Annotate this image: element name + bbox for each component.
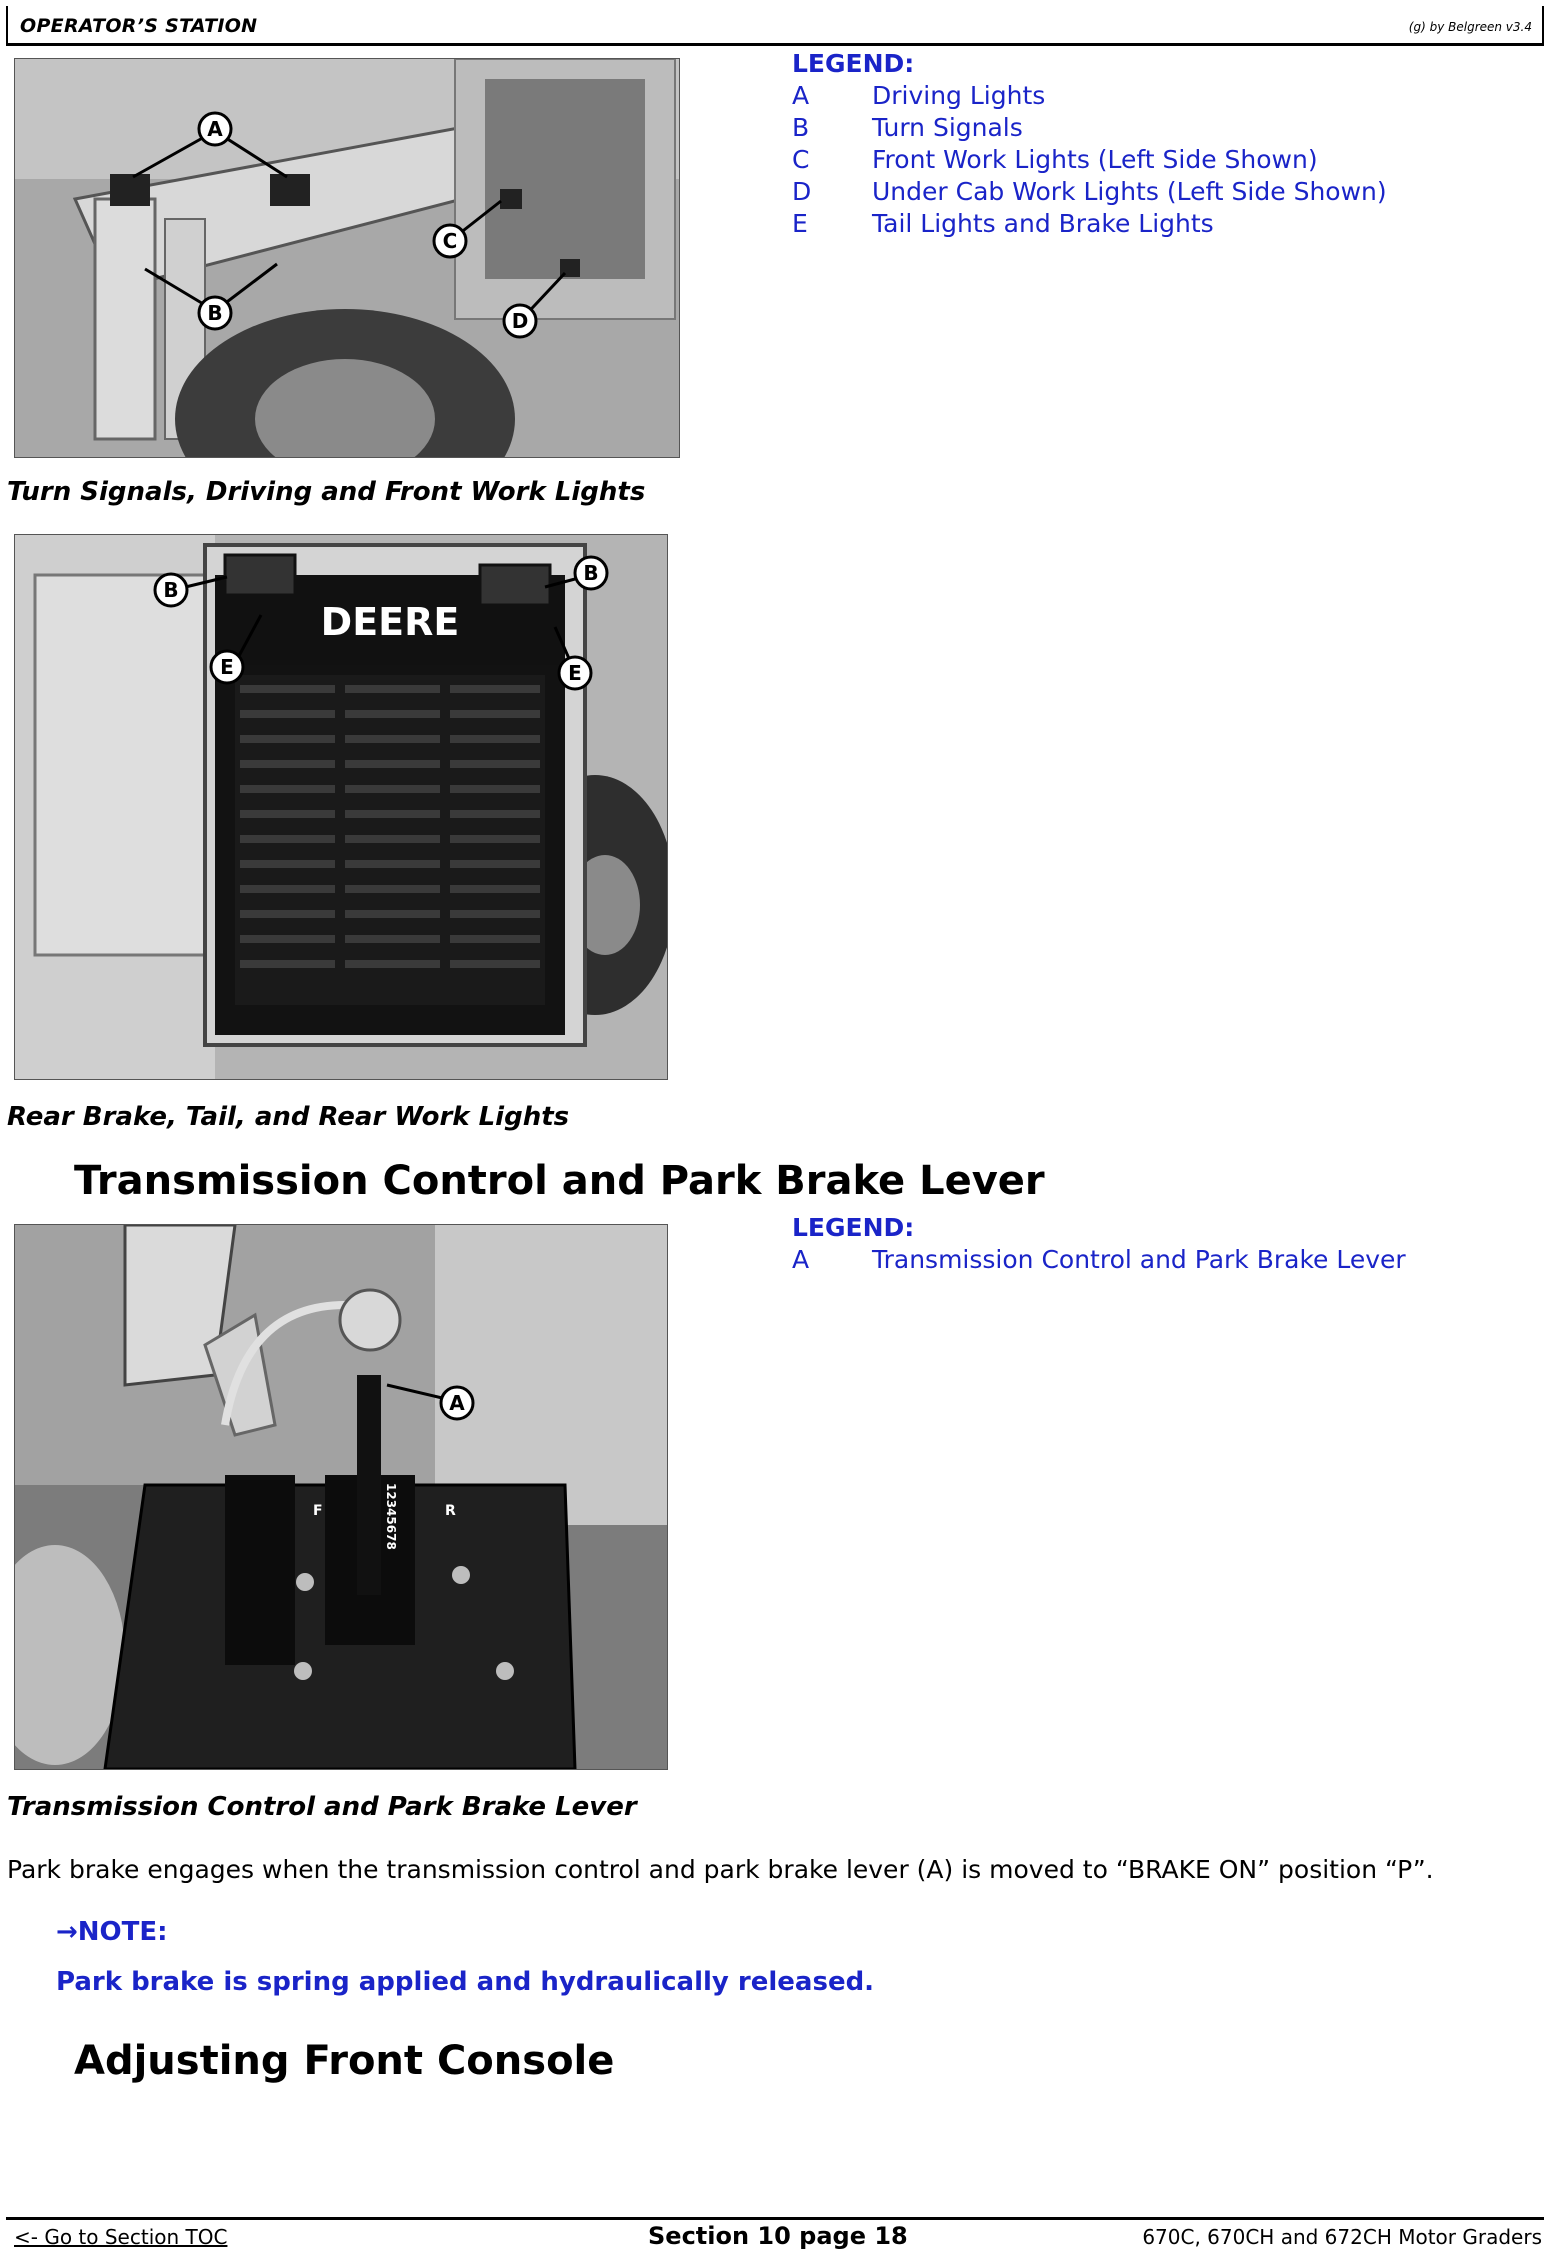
svg-text:D: D [511,309,529,333]
figure1-caption: Turn Signals, Driving and Front Work Lights [7,477,646,507]
legend-title: LEGEND: [792,1213,915,1242]
go-to-section-toc-link[interactable]: <- Go to Section TOC [14,2225,228,2249]
page-number: Section 10 page 18 [648,2222,908,2250]
section-title-front-console: Adjusting Front Console [74,2038,615,2084]
body-paragraph: Park brake engages when the transmission control and park brake lever (A) is moved to “BRAKE ON” position “P”. [7,1855,1434,1884]
svg-text:A: A [449,1391,465,1415]
legend-item: A Transmission Control and Park Brake Lever [792,1245,1406,1274]
svg-text:B: B [207,301,223,325]
callout-b-left [155,574,187,606]
svg-text:B: B [583,561,599,585]
model-name: 670C, 670CH and 672CH Motor Graders [1142,2225,1542,2249]
svg-text:B: B [163,578,179,602]
gate-label-r: R [445,1503,456,1519]
legend-item: D Under Cab Work Lights (Left Side Shown) [792,177,1387,206]
callout-c [434,225,466,257]
callout-b-right [575,557,607,589]
figure2-photo [14,534,668,1080]
deere-logo-text: DEERE [320,600,460,644]
header-credit: (g) by Belgreen v3.4 [1408,20,1532,34]
note-text: Park brake is spring applied and hydraulically released. [56,1967,875,1997]
callout-e-right [559,657,591,689]
figure3-legend [792,1212,1406,1276]
gate-label-f: F [313,1503,323,1519]
gate-label-gears: 12345678 [384,1483,398,1550]
svg-text:E: E [568,661,582,685]
callout-d [504,305,536,337]
callout-a [441,1387,473,1419]
note-title: →NOTE: [56,1917,168,1947]
figure1-legend [792,48,1387,240]
figure1-photo [14,58,680,458]
figure3-photo [14,1224,668,1770]
svg-text:C: C [442,229,458,253]
callout-e-left [211,651,243,683]
page-header [6,6,1544,46]
callout-b [199,297,231,329]
legend-item: A Driving Lights [792,81,1046,110]
section-title-transmission: Transmission Control and Park Brake Lever [74,1158,1045,1204]
svg-text:E: E [220,655,234,679]
legend-item: E Tail Lights and Brake Lights [792,209,1214,238]
svg-text:A: A [207,117,223,141]
footer-divider [6,2217,1544,2220]
figure3-caption: Transmission Control and Park Brake Lever [7,1792,637,1822]
legend-item: C Front Work Lights (Left Side Shown) [792,145,1318,174]
figure2-caption: Rear Brake, Tail, and Rear Work Lights [7,1102,570,1132]
legend-item: B Turn Signals [792,113,1023,142]
legend-title: LEGEND: [792,49,915,78]
callout-a [199,113,231,145]
header-title: OPERATOR’S STATION [20,15,258,37]
